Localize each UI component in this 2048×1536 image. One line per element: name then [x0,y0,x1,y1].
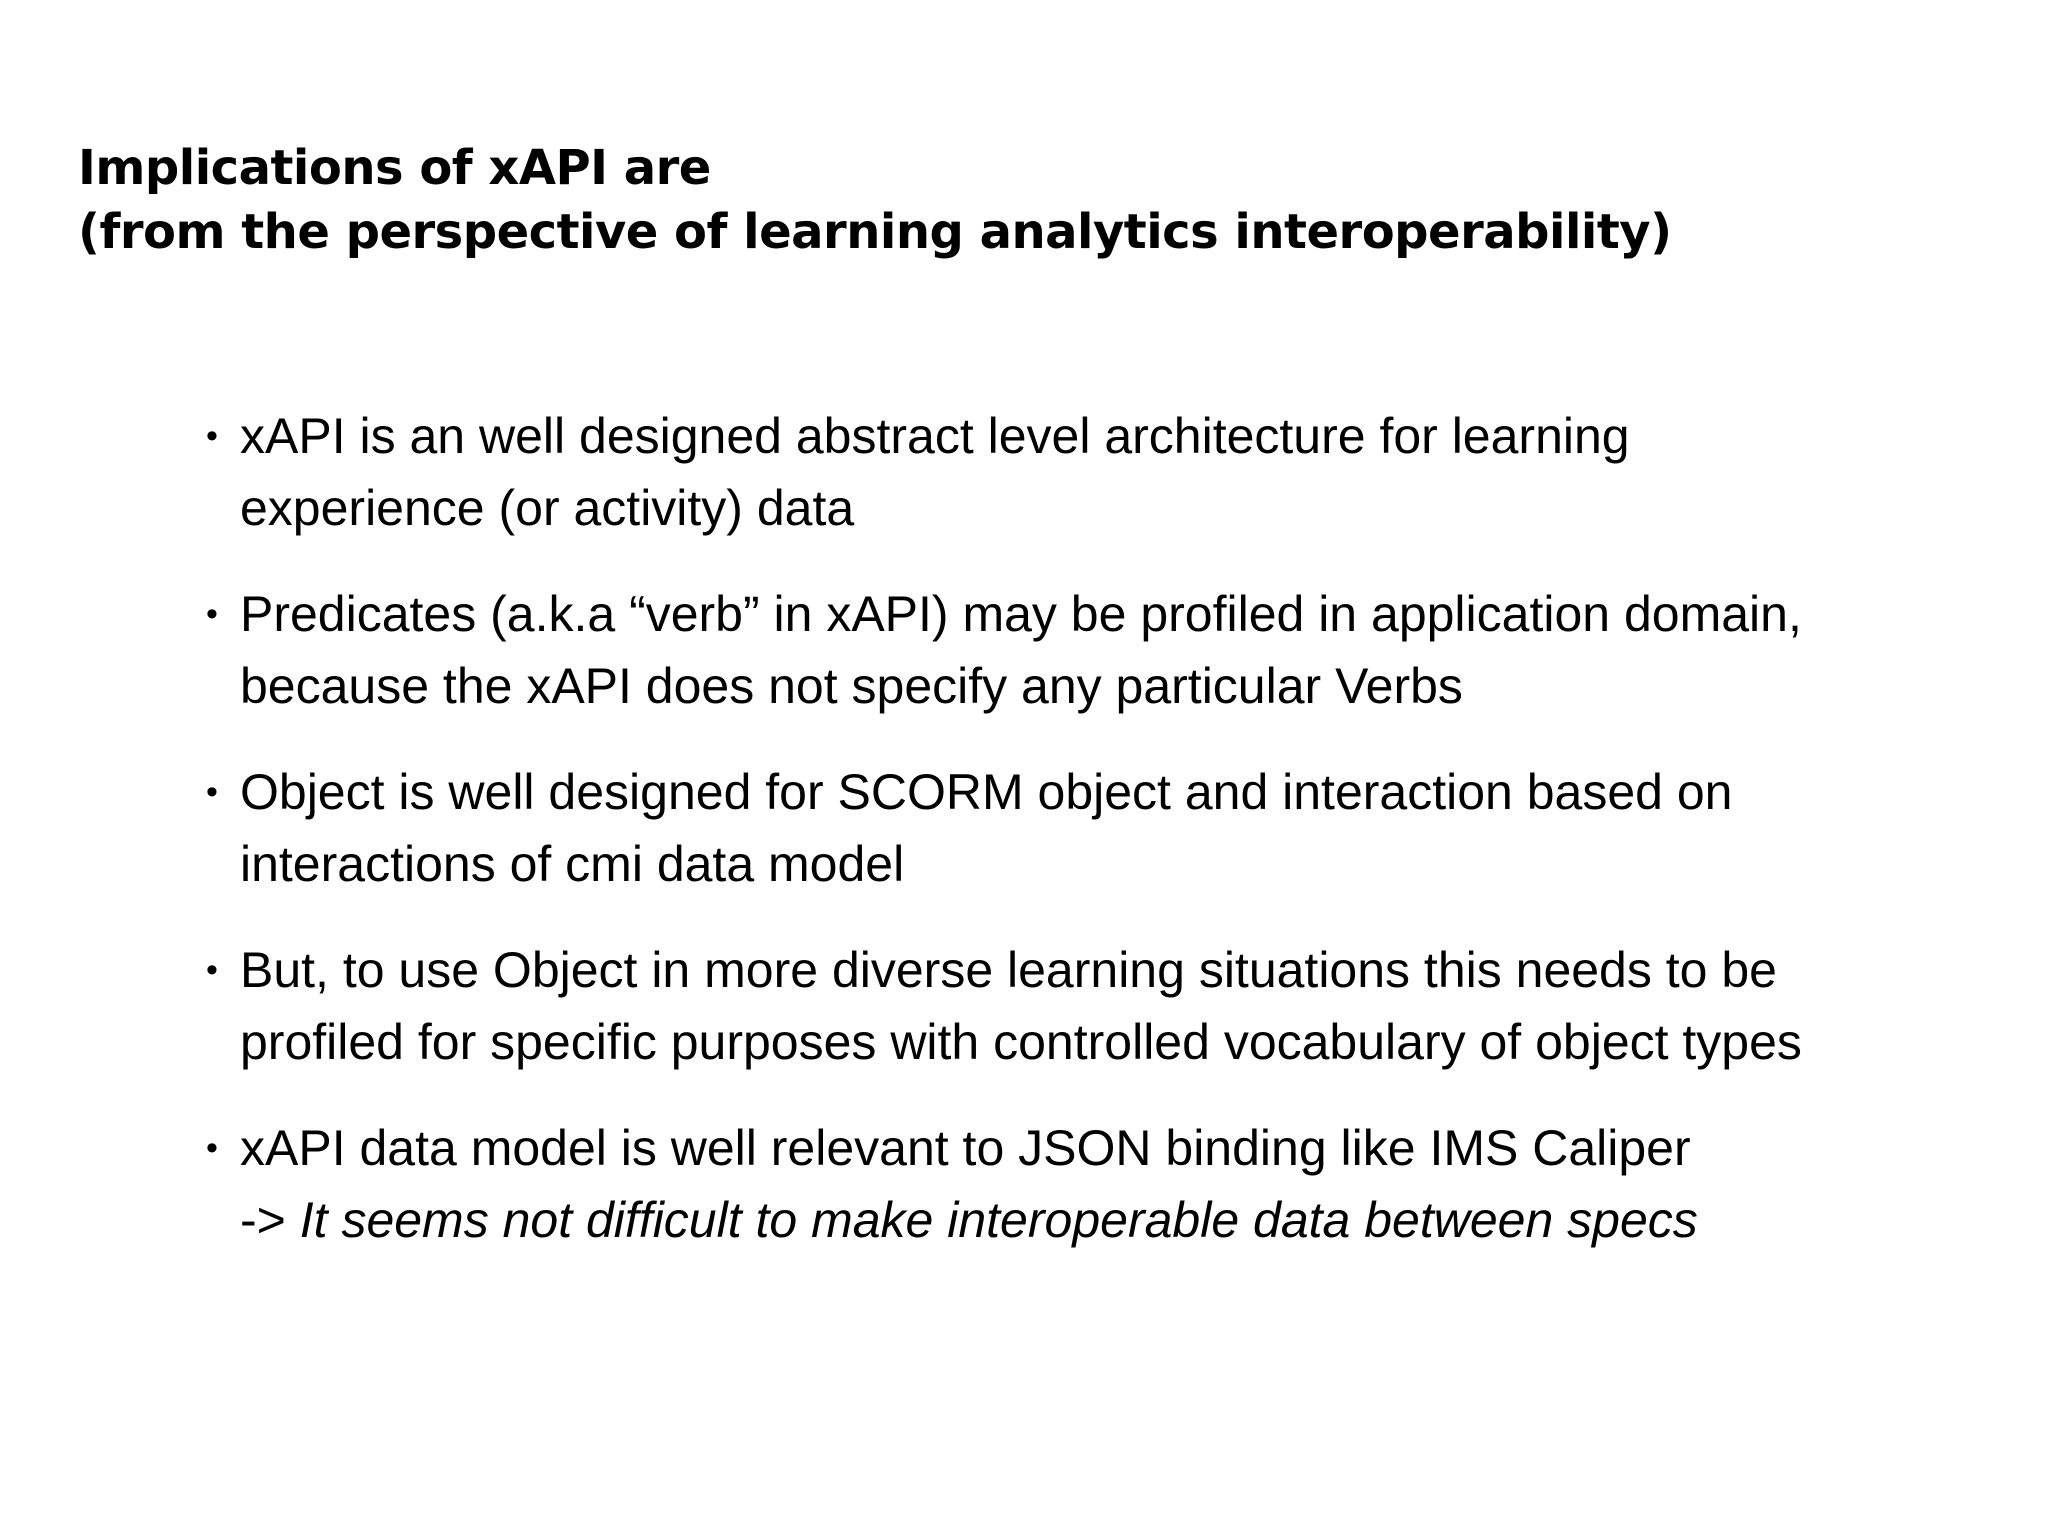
bullet-list [206,400,1966,1290]
title-line-1: Implications of xAPI are [78,140,711,196]
bullet-conclusion-line [240,1184,1966,1256]
bullet-text-line-2: profiled for specific purposes with controlled vocabulary of object types [240,1014,1802,1070]
bullet-text-line-1: xAPI is an well designed abstract level architecture for learning [240,408,1630,464]
bullet-text-line-2: experience (or activity) data [240,480,855,536]
bullet-icon: • [206,1129,218,1167]
bullet-item [206,934,1966,1078]
bullet-text-line-1: Predicates (a.k.a “verb” in xAPI) may be profiled in application domain, [240,586,1802,642]
bullet-text-line-2: interactions of cmi data model [240,836,905,892]
bullet-text-line-2: because the xAPI does not specify any particular Verbs [240,658,1463,714]
conclusion-italic-text: It seems not difficult to make interoperable data between specs [299,1192,1698,1248]
bullet-icon: • [206,417,218,455]
bullet-icon: • [206,595,218,633]
arrow-prefix: -> [240,1192,286,1248]
bullet-text-line-1: But, to use Object in more diverse learning situations this needs to be [240,942,1777,998]
bullet-item [206,578,1966,722]
bullet-icon: • [206,951,218,989]
bullet-item [206,1112,1966,1256]
bullet-text-line-1: xAPI data model is well relevant to JSON binding like IMS Caliper [240,1120,1691,1176]
bullet-icon: • [206,773,218,811]
bullet-item [206,400,1966,544]
bullet-text-line-1: Object is well designed for SCORM object and interaction based on [240,764,1733,820]
bullet-item [206,756,1966,900]
slide-title [78,136,1978,264]
title-line-2: (from the perspective of learning analytics interoperability) [78,204,1672,260]
